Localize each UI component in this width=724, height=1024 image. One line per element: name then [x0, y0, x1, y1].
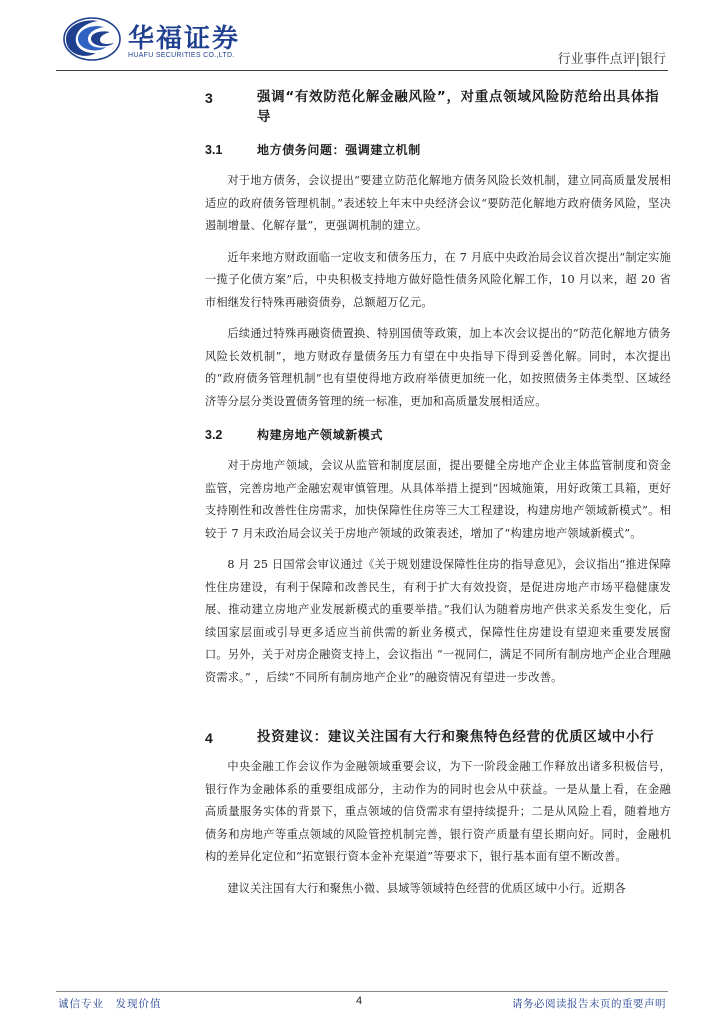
subsection-heading: [205, 140, 671, 160]
section-number: 4: [205, 730, 213, 746]
paragraph: 建议关注国有大行和聚焦小微、县域等领域特色经营的优质区域中小行。近期各: [227, 881, 626, 895]
footer-slogan: 诚信专业 发现价值: [58, 998, 162, 1010]
subsection-number: 3.1: [205, 143, 223, 157]
section-spacer: [205, 698, 671, 724]
footer-disclaimer: 请务必阅读报告末页的重要声明: [512, 998, 666, 1010]
paragraph: 后续通过特殊再融资债置换、特别国债等政策，加上本次会议提出的“防范化解地方债务风险长效机制”，地方财政存量债务压力有望在中央指导下得到妥善化解。同时，本次提出的“政府债务管理机制”也有望使得地方政府举债更加统一化，如按照债务主体类型、区域经济等分层分类设置债务管理的统一标准，更加和高质量发展相适应。: [205, 327, 671, 408]
subsection-title: 地方债务问题：强调建立机制: [257, 143, 421, 157]
section-title: 强调“有效防范化解金融风险”，对重点领域风险防范给出具体指导: [257, 90, 660, 125]
paragraph: 近年来地方财政面临一定收支和债务压力，在 7 月底中央政治局会议首次提出“制定实施一揽子化债方案”后，中央积极支持地方做好隐性债务风险化解工作，10 月以来，超 20 省市相继发行特殊再融资债券，总额超万亿元。: [205, 250, 671, 309]
section-title: 投资建议：建议关注国有大行和聚焦特色经营的优质区域中小行: [257, 730, 655, 745]
paragraph: 对于地方债务，会议提出“要建立防范化解地方债务风险长效机制，建立同高质量发展相适应的政府债务管理机制。”表述较上年末中央经济会议“要防范化解地方政府债务风险，坚决遏制增量、化解存量”，更强调机制的建立。: [205, 174, 671, 232]
company-logo: [62, 14, 247, 66]
brand-name-cn: 华福证券: [128, 24, 241, 54]
brand-name-en: HUAFU SECURITIES CO.,LTD.: [128, 52, 235, 59]
paragraph: 中央金融工作会议作为金融领域重要会议，为下一阶段金融工作释放出诸多积极信号，银行作为金融体系的重要组成部分，主动作为的同时也会从中获益。一是从量上看，在金融高质量服务实体的背景下，重点领域的信贷需求有望持续提升；二是从风险上看，随着地方债务和房地产等重点领域的风险管控机制完善，银行资产质量有望长期向好。同时，金融机构的差异化定位和“拓宽银行资本金补充渠道”等要求下，银行基本面有望不断改善。: [205, 760, 671, 863]
paragraph: 对于房地产领域，会议从监管和制度层面，提出要健全房地产企业主体监管制度和资金监管，完善房地产金融宏观审慎管理。从具体举措上提到“因城施策，用好政策工具箱，更好支持刚性和改善性住房需求，加快保障性住房等三大工程建设，构建房地产领域新模式”。相较于 7 月末政治局会议关于房地产领域的政策表述，增加了“构建房地产领域新模式”。: [205, 459, 671, 540]
report-body: [205, 84, 671, 909]
page-number: 4: [356, 995, 363, 1007]
section-number: 3: [205, 90, 213, 106]
huafu-swirl-logo-icon: [62, 16, 122, 62]
footer-divider: [56, 991, 668, 992]
paragraph: 8 月 25 日国常会审议通过《关于规划建设保障性住房的指导意见》，会议指出“推进保障性住房建设，有利于保障和改善民生，有利于扩大有效投资，是促进房地产市场平稳健康发展、推动建立房地产业发展新模式的重要举措。”我们认为随着房地产供求关系发生变化，后续国家层面或引导更多适应当前供需的新业务模式，保障性住房建设有望迎来重要发展窗口。另外，关于对房企融资支持上，会议指出 “一视同仁，满足不同所有制房地产企业合理融资需求。” ，后续“不同所有制房地产企业”的融资情况有望进一步改善。: [205, 558, 671, 684]
section-heading: [205, 88, 671, 128]
report-type-label: 行业事件点评|银行: [557, 52, 666, 67]
subsection-number: 3.2: [205, 428, 223, 442]
section-heading: [205, 728, 671, 748]
subsection-title: 构建房地产领域新模式: [257, 428, 384, 442]
header-divider: [56, 70, 668, 71]
subsection-heading: [205, 425, 671, 445]
